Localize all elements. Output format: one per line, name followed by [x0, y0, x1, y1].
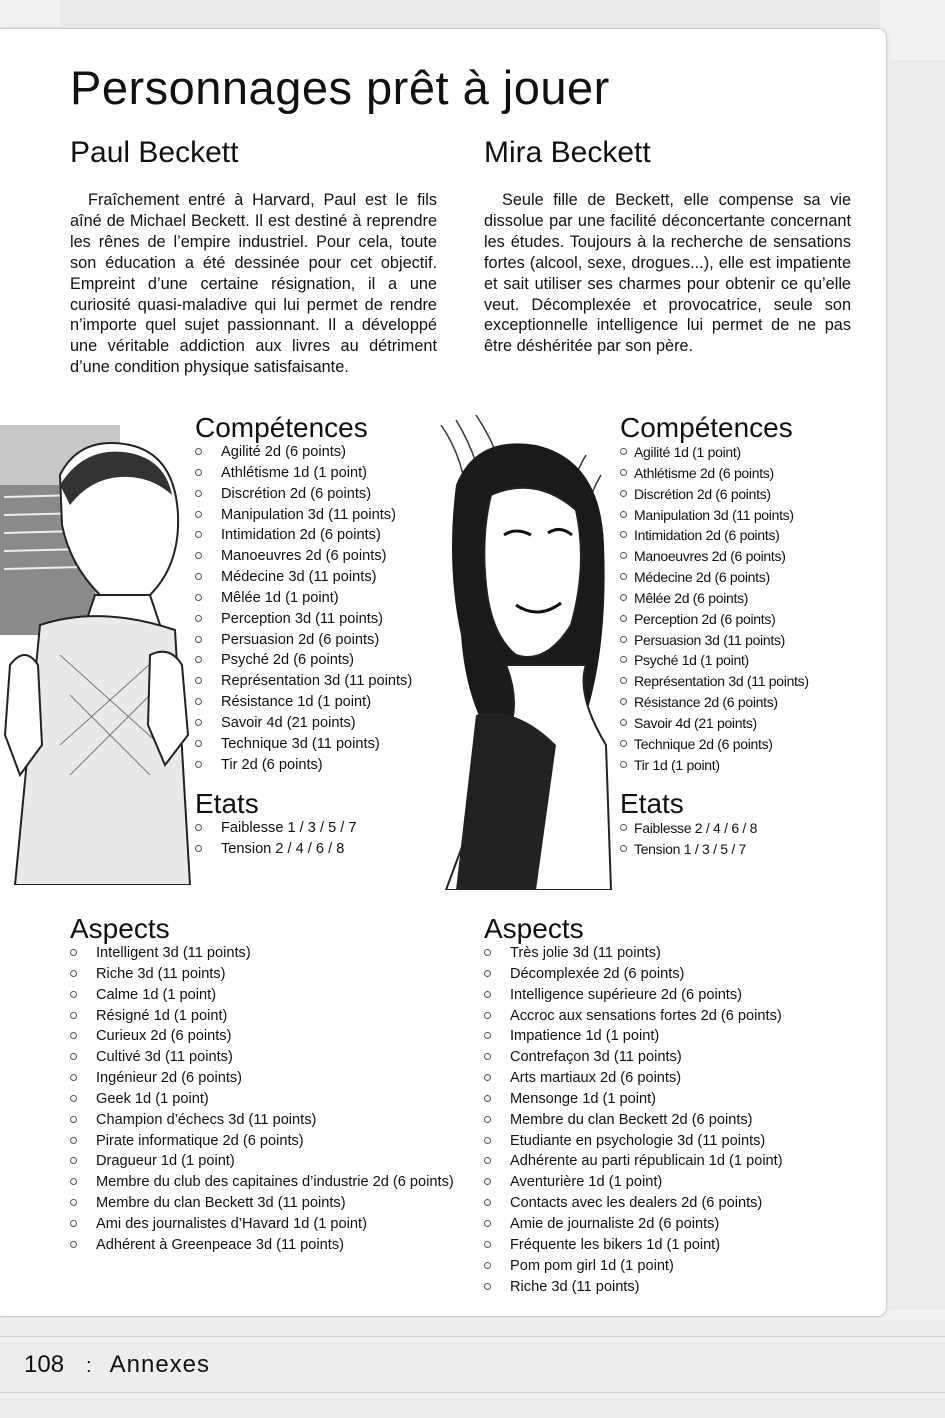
list-item-text: Savoir 4d (21 points): [634, 714, 757, 731]
bullet-icon: [70, 991, 77, 998]
list-item: [620, 463, 809, 484]
list-item: [620, 525, 809, 546]
page-number: 108: [24, 1351, 65, 1378]
bullet-icon: [620, 677, 627, 684]
list-item: [195, 839, 356, 860]
bullet-icon: [620, 761, 627, 768]
bullet-icon: [484, 1157, 491, 1164]
list-item-text: Dragueur 1d (1 point): [96, 1153, 235, 1170]
list-item-text: Représentation 3d (11 points): [221, 673, 413, 690]
list-item: [484, 1235, 783, 1256]
bullet-icon: [620, 490, 627, 497]
bullet-icon: [620, 656, 627, 663]
list-item-text: Tension 2 / 4 / 6 / 8: [221, 840, 345, 857]
bullet-icon: [70, 1178, 77, 1185]
list-item: [484, 1172, 783, 1193]
list-item: [484, 1089, 783, 1110]
list-item-text: Geek 1d (1 point): [96, 1090, 209, 1107]
list-item: [70, 1026, 466, 1047]
list-item-text: Fréquente les bikers 1d (1 point): [510, 1236, 721, 1253]
bullet-icon: [195, 719, 202, 726]
list-item: [620, 609, 809, 630]
list-item-text: Amie de journaliste 2d (6 points): [510, 1215, 720, 1232]
bullet-icon: [195, 490, 202, 497]
list-item-text: Membre du clan Beckett 2d (6 points): [510, 1111, 753, 1128]
list-item-text: Médecine 2d (6 points): [634, 569, 770, 586]
list-item: [484, 1006, 783, 1027]
list-item-text: Pom pom girl 1d (1 point): [510, 1257, 674, 1274]
list-item-text: Résistance 1d (1 point): [221, 694, 372, 711]
list-item: [620, 546, 809, 567]
competences-title-paul: Compétences: [195, 412, 368, 443]
list-item-text: Persuasion 2d (6 points): [221, 631, 380, 648]
list-item: [70, 1172, 466, 1193]
list-item-text: Psyché 1d (1 point): [634, 652, 749, 669]
background-drawing-top: [60, 0, 880, 26]
list-item-text: Mensonge 1d (1 point): [510, 1090, 657, 1107]
bullet-icon: [620, 511, 627, 518]
list-item: [70, 1151, 466, 1172]
list-item: [484, 1110, 783, 1131]
list-item-text: Technique 3d (11 points): [221, 735, 380, 752]
list-item: [70, 1131, 466, 1152]
list-item: [620, 588, 809, 609]
list-item: [484, 1277, 783, 1298]
list-item-text: Membre du clan Beckett 3d (11 points): [96, 1195, 346, 1212]
list-item: [70, 1193, 466, 1214]
list-item: [195, 671, 412, 692]
list-item: [70, 985, 466, 1006]
bullet-icon: [484, 1032, 491, 1039]
list-item: [195, 484, 412, 505]
bullet-icon: [484, 1241, 491, 1248]
list-item-text: Faiblesse 1 / 3 / 5 / 7: [221, 820, 357, 836]
list-item-text: Psyché 2d (6 points): [221, 652, 355, 669]
list-item: [70, 1006, 466, 1027]
bullet-icon: [484, 991, 491, 998]
list-item-text: Agilité 2d (6 points): [221, 444, 346, 460]
bullet-icon: [195, 615, 202, 622]
list-item: [620, 650, 809, 671]
list-item: [620, 567, 809, 588]
bullet-icon: [620, 719, 627, 726]
list-item: [195, 650, 412, 671]
bullet-icon: [195, 698, 202, 705]
list-item: [195, 525, 412, 546]
list-item: [70, 943, 466, 964]
list-item: [484, 964, 783, 985]
list-item: [484, 943, 783, 964]
list-item-text: Résigné 1d (1 point): [96, 1007, 228, 1024]
character-name-paul: Paul Beckett: [70, 136, 239, 169]
list-item: [484, 1026, 783, 1047]
list-item: [195, 588, 412, 609]
bullet-icon: [484, 1012, 491, 1019]
bullet-icon: [620, 845, 627, 852]
list-item-text: Arts martiaux 2d (6 points): [510, 1070, 682, 1087]
list-item-text: Manipulation 3d (11 points): [634, 506, 794, 523]
bullet-icon: [484, 970, 491, 977]
bullet-icon: [620, 594, 627, 601]
list-item-text: Manoeuvres 2d (6 points): [221, 548, 387, 565]
bullet-icon: [70, 949, 77, 956]
list-item: [195, 755, 412, 776]
list-item: [484, 1068, 783, 1089]
list-item-text: Riche 3d (11 points): [96, 965, 226, 982]
character-bio-paul: Fraîchement entré à Harvard, Paul est le fils aîné de Michael Beckett. Il est destiné à reprendre les rênes de l’empire industriel. Pour cela, toute son éducation a été dessinée pour cet objectif. Empreint d’une certaine résignation, il a une curiosité quasi-maladive qui lui permet de rendre n’importe quel sujet passionnant. Il a développé une véritable addiction aux livres au détriment d’une condition physique satisfaisante.: [70, 191, 437, 377]
bullet-icon: [620, 740, 627, 747]
list-item-text: Discrétion 2d (6 points): [634, 485, 771, 502]
list-item-text: Cultivé 3d (11 points): [96, 1049, 233, 1066]
list-item: [484, 1256, 783, 1277]
list-item-text: Tension 1 / 3 / 5 / 7: [634, 840, 746, 857]
bullet-icon: [484, 1053, 491, 1060]
list-item: [620, 442, 809, 463]
competences-title-mira: Compétences: [620, 412, 793, 443]
bullet-icon: [195, 469, 202, 476]
bullet-icon: [484, 1074, 491, 1081]
list-item: [484, 1214, 783, 1235]
list-item: [620, 839, 757, 860]
bullet-icon: [70, 1012, 77, 1019]
bullet-icon: [484, 1137, 491, 1144]
bullet-icon: [195, 636, 202, 643]
bullet-icon: [195, 845, 202, 852]
bullet-icon: [484, 1283, 491, 1290]
bullet-icon: [70, 1053, 77, 1060]
bullet-icon: [484, 1262, 491, 1269]
list-item-text: Athlétisme 1d (1 point): [221, 464, 368, 481]
bullet-icon: [484, 1178, 491, 1185]
list-item-text: Curieux 2d (6 points): [96, 1028, 232, 1045]
list-item-text: Etudiante en psychologie 3d (11 points): [510, 1132, 766, 1149]
list-item: [195, 818, 356, 839]
bullet-icon: [484, 1199, 491, 1206]
bullet-icon: [195, 531, 202, 538]
bullet-icon: [70, 1074, 77, 1081]
list-item-text: Perception 3d (11 points): [221, 610, 383, 627]
bullet-icon: [484, 949, 491, 956]
list-item: [620, 484, 809, 505]
list-item-text: Intelligent 3d (11 points): [96, 945, 251, 961]
bullet-icon: [620, 469, 627, 476]
bullet-icon: [70, 1241, 77, 1248]
etats-list-paul: [195, 818, 356, 860]
list-item-text: Mêlée 2d (6 points): [634, 589, 749, 606]
bullet-icon: [195, 677, 202, 684]
background-drawing-right: [890, 60, 945, 1310]
list-item: [195, 692, 412, 713]
list-item-text: Discrétion 2d (6 points): [221, 485, 372, 502]
list-item-text: Résistance 2d (6 points): [634, 694, 778, 711]
aspects-title-paul: Aspects: [70, 913, 170, 944]
aspects-list-paul: [70, 943, 466, 1256]
bullet-icon: [620, 824, 627, 831]
bullet-icon: [70, 970, 77, 977]
bullet-icon: [620, 615, 627, 622]
list-item: [70, 1110, 466, 1131]
page-footer: [24, 1351, 210, 1379]
list-item-text: Persuasion 3d (11 points): [634, 631, 785, 648]
bullet-icon: [195, 594, 202, 601]
list-item-text: Adhérent à Greenpeace 3d (11 points): [96, 1236, 344, 1253]
background-line: [0, 1392, 945, 1393]
footer-separator: :: [86, 1355, 92, 1377]
list-item-text: Champion d’échecs 3d (11 points): [96, 1111, 317, 1128]
footer-section: Annexes: [109, 1351, 211, 1378]
list-item: [70, 1214, 466, 1235]
bullet-icon: [70, 1116, 77, 1123]
bullet-icon: [195, 511, 202, 518]
list-item-text: Ingénieur 2d (6 points): [96, 1070, 243, 1087]
bullet-icon: [70, 1199, 77, 1206]
background-line: [0, 1336, 945, 1337]
list-item: [195, 546, 412, 567]
list-item-text: Ami des journalistes d’Havard 1d (1 point): [96, 1215, 367, 1232]
list-item-text: Aventurière 1d (1 point): [510, 1174, 663, 1191]
bullet-icon: [70, 1157, 77, 1164]
bullet-icon: [195, 656, 202, 663]
list-item: [484, 1151, 783, 1172]
list-item-text: Contacts avec les dealers 2d (6 points): [510, 1195, 763, 1212]
etats-title-mira: Etats: [620, 788, 684, 819]
list-item-text: Manoeuvres 2d (6 points): [634, 548, 786, 565]
list-item: [70, 1047, 466, 1068]
list-item: [70, 1089, 466, 1110]
list-item: [70, 1235, 466, 1256]
list-item: [195, 713, 412, 734]
list-item: [620, 671, 809, 692]
list-item: [484, 1193, 783, 1214]
list-item: [195, 567, 412, 588]
portrait-paul: [0, 415, 192, 885]
list-item-text: Savoir 4d (21 points): [221, 714, 356, 731]
bullet-icon: [195, 573, 202, 580]
list-item: [484, 985, 783, 1006]
bullet-icon: [195, 552, 202, 559]
aspects-title-mira: Aspects: [484, 913, 584, 944]
list-item: [620, 818, 757, 839]
list-item-text: Accroc aux sensations fortes 2d (6 points): [510, 1007, 782, 1024]
bullet-icon: [620, 531, 627, 538]
list-item-text: Manipulation 3d (11 points): [221, 506, 396, 523]
list-item: [484, 1047, 783, 1068]
list-item: [620, 755, 809, 776]
list-item-text: Tir 1d (1 point): [634, 756, 720, 773]
bullet-icon: [620, 573, 627, 580]
list-item-text: Athlétisme 2d (6 points): [634, 464, 774, 481]
list-item: [620, 692, 809, 713]
bullet-icon: [70, 1137, 77, 1144]
list-item-text: Intelligence supérieure 2d (6 points): [510, 986, 743, 1003]
list-item: [620, 734, 809, 755]
list-item-text: Agilité 1d (1 point): [634, 444, 741, 460]
list-item-text: Technique 2d (6 points): [634, 735, 773, 752]
list-item-text: Faiblesse 2 / 4 / 6 / 8: [634, 820, 758, 836]
list-item: [620, 630, 809, 651]
list-item-text: Décomplexée 2d (6 points): [510, 965, 685, 982]
list-item: [195, 463, 412, 484]
etats-title-paul: Etats: [195, 788, 259, 819]
aspects-list-mira: [484, 943, 783, 1297]
list-item-text: Calme 1d (1 point): [96, 986, 217, 1003]
list-item-text: Intimidation 2d (6 points): [221, 527, 381, 544]
bullet-icon: [620, 698, 627, 705]
bullet-icon: [70, 1032, 77, 1039]
portrait-mira: [436, 415, 616, 890]
list-item: [70, 1068, 466, 1089]
list-item-text: Médecine 3d (11 points): [221, 569, 377, 586]
bullet-icon: [620, 552, 627, 559]
bullet-icon: [195, 761, 202, 768]
list-item: [620, 713, 809, 734]
character-bio-mira: Seule fille de Beckett, elle compense sa vie dissolue par une facilité déconcertante concernant les études. Toujours à la recherche de sensations fortes (alcool, sexe, drogues...), elle est impatiente et sait utiliser ses charmes pour obtenir ce qu’elle veut. Décomplexée et provocatrice, seule son exceptionnelle intelligence lui permet de ne pas être déshéritée par son père.: [484, 191, 851, 356]
list-item-text: Adhérente au parti républicain 1d (1 point): [510, 1153, 783, 1170]
list-item-text: Impatience 1d (1 point): [510, 1028, 660, 1045]
bullet-icon: [484, 1116, 491, 1123]
list-item-text: Riche 3d (11 points): [510, 1278, 640, 1295]
character-name-mira: Mira Beckett: [484, 136, 651, 169]
etats-list-mira: [620, 818, 757, 860]
bullet-icon: [620, 636, 627, 643]
list-item: [195, 442, 412, 463]
bullet-icon: [195, 448, 202, 455]
list-item: [195, 734, 412, 755]
competences-list-mira: [620, 442, 809, 776]
list-item-text: Membre du club des capitaines d’industrie 2d (6 points): [96, 1174, 454, 1191]
bullet-icon: [484, 1220, 491, 1227]
page-title: Personnages prêt à jouer: [70, 61, 610, 114]
list-item-text: Mêlée 1d (1 point): [221, 589, 339, 606]
list-item-text: Perception 2d (6 points): [634, 610, 776, 627]
list-item-text: Très jolie 3d (11 points): [510, 945, 661, 961]
list-item: [620, 505, 809, 526]
list-item: [195, 505, 412, 526]
list-item: [484, 1131, 783, 1152]
bullet-icon: [70, 1220, 77, 1227]
list-item: [70, 964, 466, 985]
list-item: [195, 609, 412, 630]
bullet-icon: [484, 1095, 491, 1102]
bullet-icon: [195, 824, 202, 831]
list-item-text: Contrefaçon 3d (11 points): [510, 1049, 682, 1066]
list-item-text: Intimidation 2d (6 points): [634, 527, 780, 544]
list-item-text: Tir 2d (6 points): [221, 756, 323, 773]
competences-list-paul: [195, 442, 412, 776]
bullet-icon: [620, 448, 627, 455]
list-item-text: Pirate informatique 2d (6 points): [96, 1132, 304, 1149]
bullet-icon: [195, 740, 202, 747]
bullet-icon: [70, 1095, 77, 1102]
list-item-text: Représentation 3d (11 points): [634, 673, 809, 690]
list-item: [195, 630, 412, 651]
